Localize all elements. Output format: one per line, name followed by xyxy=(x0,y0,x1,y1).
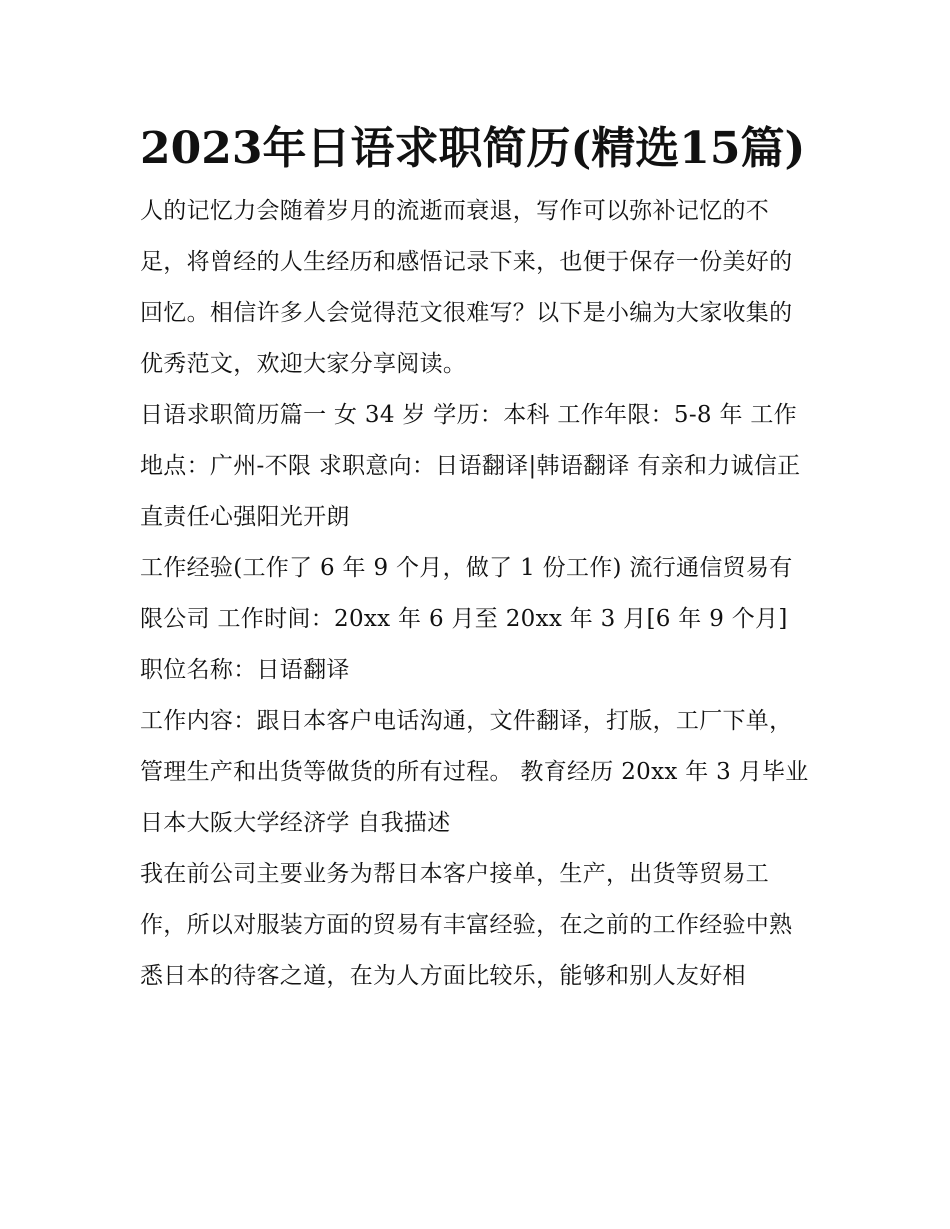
resume-basic-info-paragraph: 日语求职简历篇一 女 34 岁 学历：本科 工作年限：5-8 年 工作地点：广州-不限 求职意向：日语翻译|韩语翻译 有亲和力诚信正直责任心强阳光开朗 xyxy=(140,402,801,530)
document-page xyxy=(140,118,815,1002)
document-title: 2023年日语求职简历(精选15篇) xyxy=(140,123,806,174)
intro-paragraph: 人的记忆力会随着岁月的流逝而衰退，写作可以弥补记忆的不足，将曾经的人生经历和感悟记录下来，也便于保存一份美好的回忆。相信许多人会觉得范文很难写？以下是小编为大家收集的优秀范文，欢迎大家分享阅读。 xyxy=(140,198,793,377)
work-experience-paragraph: 工作经验(工作了 6 年 9 个月，做了 1 份工作) 流行通信贸易有限公司 工作时间：20xx 年 6 月至 20xx 年 3 月[6 年 9 个月] 职位名称：日语翻译 xyxy=(140,555,793,683)
self-description-paragraph: 我在前公司主要业务为帮日本客户接单，生产，出货等贸易工作，所以对服装方面的贸易有丰富经验，在之前的工作经验中熟悉日本的待客之道，在为人方面比较乐，能够和别人友好相 xyxy=(140,861,793,989)
job-content-paragraph: 工作内容：跟日本客户电话沟通，文件翻译，打版，工厂下单，管理生产和出货等做货的所有过程。 教育经历 20xx 年 3 月毕业日本大阪大学经济学 自我描述 xyxy=(140,708,809,836)
